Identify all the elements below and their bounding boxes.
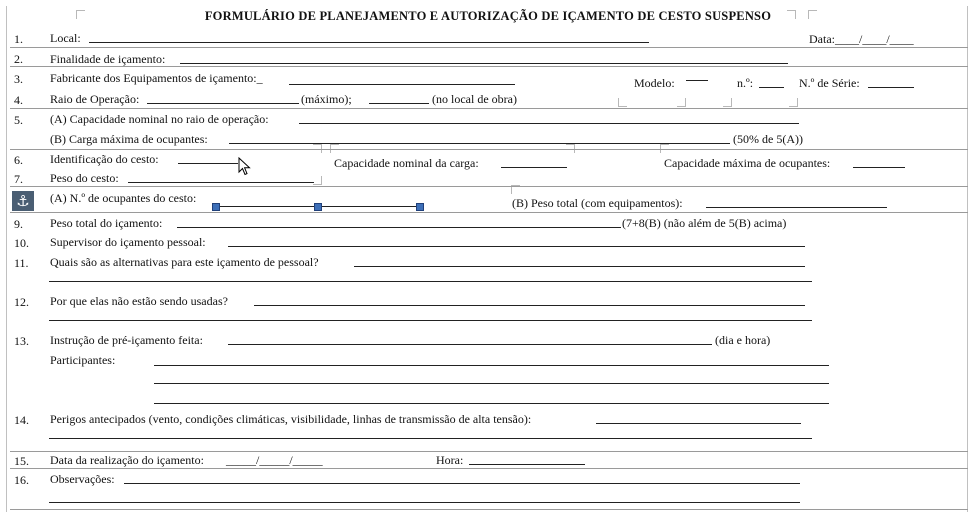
row-number: 15.: [14, 454, 29, 468]
local-field[interactable]: [89, 42, 649, 43]
observacoes-field[interactable]: [124, 483, 800, 484]
row-separator: [10, 47, 968, 48]
corner-mark: [723, 98, 732, 107]
data-label[interactable]: Data:____/____/____: [809, 32, 914, 46]
peso-total-field[interactable]: [177, 227, 621, 228]
row-number: 3.: [14, 72, 23, 86]
capacidade-carga-field[interactable]: [501, 167, 567, 168]
capacidade-ocupantes-field[interactable]: [853, 167, 905, 168]
modelo-label: Modelo:: [634, 76, 675, 90]
row-number: 5.: [14, 113, 23, 127]
raio-max-field[interactable]: [147, 103, 299, 104]
instrucao-label: Instrução de pré-içamento feita:: [50, 333, 203, 347]
maximo-label: (máximo);: [301, 92, 352, 106]
row-number: 11.: [14, 256, 29, 270]
fabricante-label: Fabricante dos Equipamentos de içamento:_: [50, 71, 263, 85]
carga-maxima-label: (B) Carga máxima de ocupantes:: [50, 132, 208, 146]
alternativas-label: Quais são as alternativas para este içamento de pessoal?: [50, 255, 319, 269]
page-left-edge: [6, 6, 7, 512]
capacidade-nominal-field[interactable]: [299, 123, 799, 124]
row-number: 4.: [14, 93, 23, 107]
identificacao-field[interactable]: [178, 163, 238, 164]
peso-total-note: (7+8(B) (não além de 5(B) acima): [622, 216, 787, 230]
row-number: 6.: [14, 153, 23, 167]
row-number: 16.: [14, 473, 29, 487]
row-number: 14.: [14, 413, 29, 427]
raio-local-field[interactable]: [369, 103, 429, 104]
selection-handle[interactable]: [416, 203, 424, 211]
row-separator: [10, 66, 968, 67]
selection-handle[interactable]: [314, 203, 322, 211]
finalidade-field[interactable]: [180, 63, 788, 64]
modelo-field[interactable]: [686, 80, 708, 81]
serie-field[interactable]: [868, 87, 914, 88]
carga-maxima-note: (50% de 5(A)): [733, 132, 803, 146]
row-separator: [10, 212, 968, 213]
porque-field[interactable]: [254, 305, 805, 306]
page-right-edge: [967, 6, 968, 512]
capacidade-carga-label: Capacidade nominal da carga:: [334, 156, 479, 170]
participantes-label: Participantes:: [50, 353, 116, 367]
peso-cesto-field[interactable]: [128, 182, 314, 183]
supervisor-label: Supervisor do içamento pessoal:: [50, 235, 206, 249]
hora-label: Hora:: [436, 453, 464, 467]
porque-field-line2[interactable]: [49, 320, 812, 321]
supervisor-field[interactable]: [228, 246, 805, 247]
corner-mark: [677, 98, 686, 107]
local-obra-label: (no local de obra): [432, 92, 517, 106]
row-separator: [10, 509, 968, 510]
corner-mark: [313, 176, 322, 185]
participantes-field[interactable]: [154, 383, 829, 384]
numero-label: n.º:: [737, 76, 754, 90]
data-realizacao-label: Data da realização do içamento:: [50, 453, 204, 467]
capacidade-nominal-label: (A) Capacidade nominal no raio de operação:: [50, 112, 269, 126]
identificacao-label: Identificação do cesto:: [50, 152, 159, 166]
alternativas-field-line2[interactable]: [49, 281, 812, 282]
serie-label: N.º de Série:: [799, 76, 860, 90]
row-separator: [10, 149, 968, 150]
mouse-pointer-icon: [238, 157, 252, 177]
participantes-field[interactable]: [154, 403, 829, 404]
carga-maxima-field[interactable]: [229, 143, 730, 144]
finalidade-label: Finalidade de içamento:: [50, 52, 166, 66]
peso-total-equip-label: (B) Peso total (com equipamentos):: [512, 196, 683, 210]
row-number: 12.: [14, 295, 29, 309]
raio-label: Raio de Operação:: [50, 92, 140, 106]
row-separator: [10, 468, 968, 469]
observacoes-field-line2[interactable]: [49, 502, 800, 503]
corner-mark: [618, 98, 627, 107]
ocupantes-label: (A) N.º de ocupantes do cesto:: [50, 191, 197, 205]
instrucao-field[interactable]: [228, 344, 712, 345]
selection-handle[interactable]: [212, 203, 220, 211]
hora-field[interactable]: [469, 464, 585, 465]
peso-cesto-label: Peso do cesto:: [50, 171, 119, 185]
row-number: 13.: [14, 334, 29, 348]
row-number: 1.: [14, 32, 23, 46]
row-number: 9.: [14, 217, 23, 231]
row-number: 10.: [14, 236, 29, 250]
fabricante-field[interactable]: [289, 84, 515, 85]
row-separator: [10, 108, 968, 109]
row-number: 2.: [14, 52, 23, 66]
peso-total-equip-field[interactable]: [706, 207, 887, 208]
local-label: Local:: [50, 31, 81, 45]
corner-mark: [789, 98, 798, 107]
numero-field[interactable]: [759, 87, 784, 88]
anchor-icon[interactable]: ⚓: [12, 191, 34, 211]
row-separator: [10, 186, 968, 187]
form-title: FORMULÁRIO DE PLANEJAMENTO E AUTORIZAÇÃO DE IÇAMENTO DE CESTO SUSPENSO: [204, 9, 772, 23]
alternativas-field[interactable]: [354, 266, 805, 267]
porque-label: Por que elas não estão sendo usadas?: [50, 294, 228, 308]
observacoes-label: Observações:: [50, 472, 115, 486]
row-number: 7.: [14, 172, 23, 186]
data-realizacao-field[interactable]: _____/_____/_____: [226, 453, 323, 467]
perigos-field-line2[interactable]: [49, 438, 812, 439]
dia-hora-label: (dia e hora): [715, 333, 771, 347]
participantes-field[interactable]: [154, 365, 829, 366]
perigos-label: Perigos antecipados (vento, condições climáticas, visibilidade, linhas de transmissão de alta tensão):: [50, 412, 532, 426]
capacidade-ocupantes-label: Capacidade máxima de ocupantes:: [664, 156, 831, 170]
perigos-field[interactable]: [596, 423, 801, 424]
row-separator: [10, 451, 968, 452]
peso-total-label: Peso total do içamento:: [50, 216, 163, 230]
